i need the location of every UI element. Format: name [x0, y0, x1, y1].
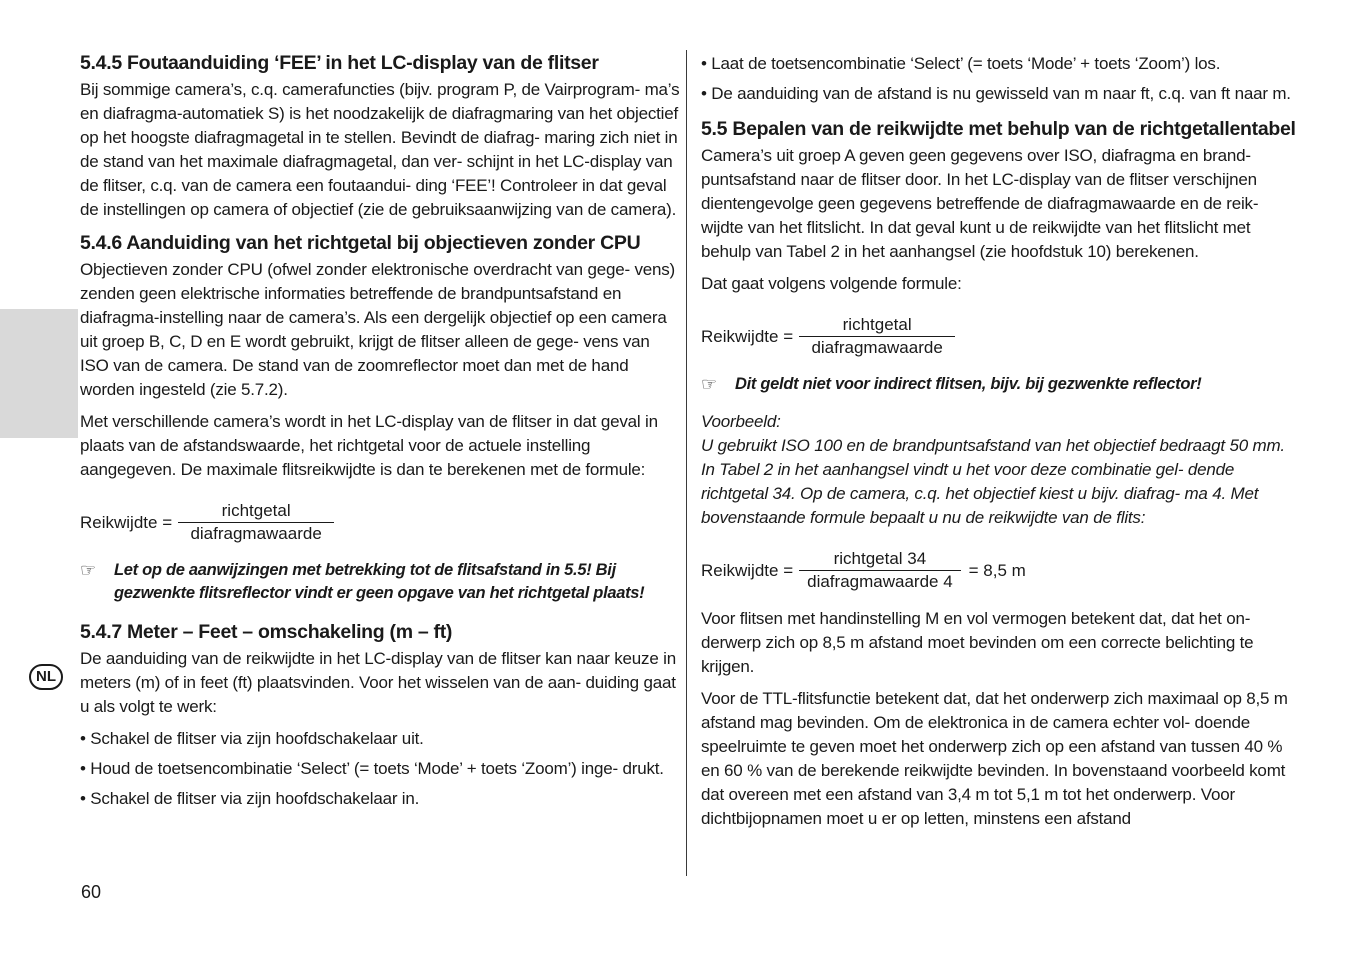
formula-result: = 8,5 m	[968, 560, 1026, 580]
page-number: 60	[81, 882, 102, 902]
section-5-5-title: 5.5 Bepalen van de reikwijdte met behulp van de richtgetallentabel	[701, 118, 1296, 140]
language-badge: NL	[29, 664, 63, 690]
note-indirect-flash	[701, 373, 1301, 396]
formula-label: Reikwijdte =	[701, 326, 794, 346]
formula-intro: Dat gaat volgens volgende formule:	[701, 274, 962, 293]
formula-numerator: richtgetal	[221, 501, 291, 520]
paragraph-ttl-flash: Voor de TTL-flitsfunctie betekent dat, dat het onderwerp zich maximaal op 8,5 m afstand mag bevinden. Om de elektronica in de camera echter vol- doende speelruimte te geven moet het onderwerp zich op een afstand van tussen 40 % en 60 % van de berekende reikwijdte bevinden. In bovenstaand voorbeeld komt dat overeen met een afstand van 3,4 m tot 5,1 m tot het onderwerp. Voor dichtbijopnamen moet u er op letten, minstens een afstand	[701, 689, 1288, 828]
column-divider	[686, 50, 687, 876]
formula-numerator: richtgetal	[842, 315, 912, 334]
language-tab	[0, 309, 78, 685]
formula-fraction	[799, 548, 961, 593]
formula-denominator: diafragmawaarde	[178, 522, 334, 545]
section-5-4-6-body-1: Objectieven zonder CPU (ofwel zonder elektronische overdracht van gege- vens) zenden geen elektrische informaties betreffende de brandpuntsafstand en diafragma-instelling naar de camera’s. Als een dergelijk objectief op een camera uit groep B, C, D en E wordt gebruikt, krijgt de flitser alleen de gege- vens van ISO van de camera. De stand van de zoomreflector moet dan met de hand worden ingesteld (zie 5.7.2).	[80, 260, 676, 399]
example-title: Voorbeeld:	[701, 412, 781, 431]
note-flash-distance	[80, 559, 680, 605]
formula-numerator: richtgetal 34	[833, 549, 927, 568]
right-column	[701, 52, 1301, 839]
list-item: • Schakel de flitser via zijn hoofdschakelaar uit.	[80, 729, 424, 748]
note-text: Dit geldt niet voor indirect flitsen, bijv. bij gezwenkte reflector!	[735, 375, 1202, 393]
section-5-5-body: Camera’s uit groep A geven geen gegevens over ISO, diafragma en brand- puntsafstand naar de flitser door. In het LC-display van de flitser verschijnen dientengevolge geen gegevens betreffende de diafragmawaarde en de reik- wijdte van het flitslicht. In dat geval kunt u de reikwijdte van het flitslicht met behulp van Tabel 2 in het aanhangsel (zie hoofdstuk 10) berekenen.	[701, 146, 1259, 261]
example-body: U gebruikt ISO 100 en de brandpuntsafstand van het objectief bedraagt 50 mm. In Tabel 2 in het aanhangsel vindt u het voor deze combinatie gel- dende richtgetal 34. Op de camera, c.q. het objectief kiest u bijv. diafrag- ma 4. Met bovenstaande formule bepaalt u nu de reikwijdte van de flits:	[701, 436, 1285, 527]
note-text: Let op de aanwijzingen met betrekking tot de flitsafstand in 5.5! Bij gezwenkte flitsreflector vindt er geen opgave van het richtgetal plaats!	[114, 561, 645, 602]
paragraph-manual-flash: Voor flitsen met handinstelling M en vol vermogen betekent dat, dat het on- derwerp zich op 8,5 m afstand moet bevinden om een correcte belichting te krijgen.	[701, 609, 1254, 676]
list-item: • De aanduiding van de afstand is nu gewisseld van m naar ft, c.q. van ft naar m.	[701, 84, 1291, 103]
pointing-hand-icon: ☞	[80, 560, 96, 580]
range-formula	[80, 500, 680, 545]
section-5-4-5-title: 5.4.5 Foutaanduiding ‘FEE’ in het LC-display van de flitser	[80, 52, 599, 74]
section-5-4-7-title: 5.4.7 Meter – Feet – omschakeling (m – ft)	[80, 621, 453, 643]
formula-label: Reikwijdte =	[80, 512, 173, 532]
list-item: • Houd de toetsencombinatie ‘Select’ (= toets ‘Mode’ + toets ‘Zoom’) inge- drukt.	[80, 759, 664, 778]
list-item: • Laat de toetsencombinatie ‘Select’ (= toets ‘Mode’ + toets ‘Zoom’) los.	[701, 54, 1221, 73]
list-item: • Schakel de flitser via zijn hoofdschakelaar in.	[80, 789, 420, 808]
section-5-4-6-body-2: Met verschillende camera’s wordt in het LC-display van de flitser in dat geval in plaats van de afstandswaarde, het richtgetal voor de actuele instelling aangegeven. De maximale flitsreikwijdte is dan te berekenen met de formule:	[80, 412, 658, 479]
formula-denominator: diafragmawaarde	[799, 336, 955, 359]
pointing-hand-icon: ☞	[701, 374, 717, 394]
example-formula	[701, 548, 1301, 593]
section-5-4-6-title: 5.4.6 Aanduiding van het richtgetal bij objectieven zonder CPU	[80, 232, 641, 254]
formula-fraction	[799, 314, 955, 359]
formula-fraction	[178, 500, 334, 545]
formula-label: Reikwijdte =	[701, 560, 794, 580]
formula-denominator: diafragmawaarde 4	[799, 570, 961, 593]
range-formula	[701, 314, 1301, 359]
section-5-4-7-body: De aanduiding van de reikwijdte in het LC-display van de flitser kan naar keuze in meters (m) of in feet (ft) plaatsvinden. Voor het wisselen van de aan- duiding gaat u als volgt te werk:	[80, 649, 676, 716]
left-column	[80, 50, 680, 817]
section-5-4-5-body: Bij sommige camera’s, c.q. camerafuncties (bijv. program P, de Vairprogram- ma’s en diafragma-automatiek S) is het noodzakelijk de diafragmaring van het objectief op het hoogste diafragmagetal in te stellen. Bevindt de diafrag- maring zich niet in de stand van het maximale diafragmagetal, dan ver- schijnt in het LC-display van de flitser, c.q. van de camera een foutaandui- ding ‘FEE’! Controleer in dat geval de instellingen op camera of objectief (zie de gebruiksaanwijzing van de camera).	[80, 80, 680, 219]
